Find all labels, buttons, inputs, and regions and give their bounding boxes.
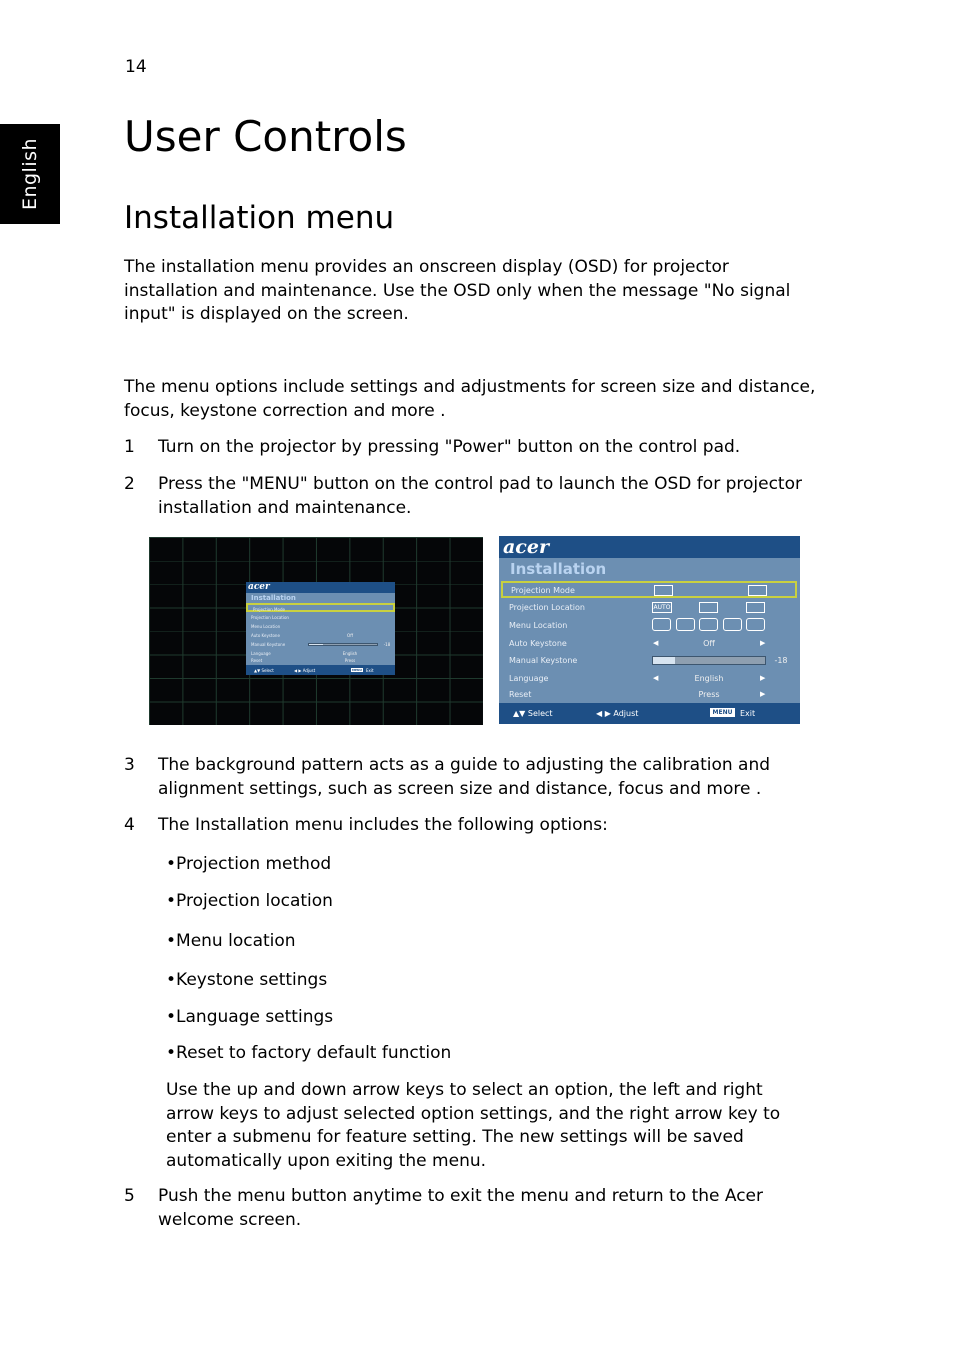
step-number: 5 <box>124 1186 135 1206</box>
osd-header <box>246 582 395 593</box>
menu-location-center-icon[interactable] <box>699 618 718 631</box>
osd-row-projection-location[interactable] <box>499 599 800 616</box>
osd-row-label: Projection Location <box>509 603 585 612</box>
step-number: 2 <box>124 474 135 494</box>
osd-row[interactable] <box>246 613 395 622</box>
projection-ceiling-icon[interactable] <box>746 602 765 613</box>
osd-row-label: Language <box>251 651 271 656</box>
step-text: Turn on the projector by pressing "Power" button on the control pad. <box>158 437 741 457</box>
step-4 <box>124 814 824 838</box>
osd-row-manual-keystone[interactable] <box>499 651 800 669</box>
arrow-left-icon[interactable]: ◀ <box>653 674 659 682</box>
osd-row-label: Menu Location <box>251 624 281 629</box>
step-2 <box>124 473 824 520</box>
section-title: Installation menu <box>124 200 395 236</box>
option-projection-location: •Projection location <box>166 891 333 911</box>
osd-row-label: Manual Keystone <box>509 656 578 665</box>
osd-footer-adjust: ◀ ▶ Adjust <box>294 668 316 673</box>
step-text: The background pattern acts as a guide to adjusting the calibration and alignment settings, such as screen size and distance, focus and more . <box>158 755 771 799</box>
option-language-settings: •Language settings <box>166 1007 334 1027</box>
osd-row-label: Projection Location <box>251 615 289 620</box>
osd-keystone-bar[interactable] <box>308 643 378 646</box>
osd-heading: Installation <box>251 594 296 602</box>
language-tab-label: English <box>19 137 41 211</box>
arrow-right-icon[interactable]: ▶ <box>760 690 766 698</box>
projection-desktop-icon[interactable] <box>699 602 718 613</box>
menu-key-icon: MENU <box>352 668 362 672</box>
osd-footer-select: ▲▼ Select <box>254 668 274 673</box>
menu-location-bottom-right-icon[interactable] <box>746 618 765 631</box>
step-text: Press the "MENU" button on the control pad to launch the OSD for projector installation and maintenance. <box>158 474 802 518</box>
step-text: The Installation menu includes the following options: <box>158 815 608 835</box>
osd-row-value: -18 <box>383 642 391 647</box>
acer-logo: acer <box>503 536 549 558</box>
osd-row-label: Projection Mode <box>511 586 575 595</box>
step-number: 4 <box>124 815 135 835</box>
osd-row[interactable] <box>246 631 395 640</box>
menu-key-icon: MENU <box>710 708 735 717</box>
osd-row-projection-mode[interactable] <box>501 581 797 598</box>
osd-row-value: Off <box>347 633 353 638</box>
language-tab <box>0 124 60 224</box>
step-text: Push the menu button anytime to exit the menu and return to the Acer welcome screen. <box>158 1186 764 1230</box>
osd-row-value: English <box>694 674 724 683</box>
step-3 <box>124 754 824 801</box>
osd-row[interactable] <box>246 657 395 665</box>
osd-footer <box>499 703 800 724</box>
osd-row-label: Manual Keystone <box>251 642 286 647</box>
osd-footer-select: ▲▼ Select <box>513 709 553 718</box>
arrow-left-icon[interactable]: ◀ <box>653 639 659 647</box>
step-number: 1 <box>124 437 135 457</box>
osd-row-label: Reset <box>509 690 532 699</box>
osd-row[interactable] <box>246 603 395 612</box>
osd-keystone-bar[interactable] <box>652 656 766 665</box>
intro-paragraph-1: The installation menu provides an onscreen display (OSD) for projector installation and maintenance. Use the OSD only when the message "No signal input" is displayed on the screen. <box>124 257 791 324</box>
step-number: 3 <box>124 755 135 775</box>
menu-location-top-right-icon[interactable] <box>676 618 695 631</box>
osd-row-auto-keystone[interactable] <box>499 634 800 651</box>
osd-row-language[interactable] <box>499 669 800 686</box>
arrow-right-icon[interactable]: ▶ <box>760 639 766 647</box>
osd-keystone-fill <box>309 644 323 645</box>
option-menu-location: •Menu location <box>166 931 296 951</box>
osd-row-label: Auto Keystone <box>251 633 280 638</box>
osd-row-label: Projection Mode <box>253 607 285 612</box>
osd-footer <box>246 665 395 675</box>
intro-paragraph-2: The menu options include settings and adjustments for screen size and distance, focus, keystone correction and more . <box>124 377 816 421</box>
option-keystone-settings: •Keystone settings <box>166 970 328 990</box>
osd-row-label: Reset <box>251 658 263 663</box>
osd-installation-menu-small <box>246 582 395 675</box>
arrow-right-icon[interactable]: ▶ <box>760 674 766 682</box>
osd-heading: Installation <box>510 560 607 578</box>
osd-row-value: English <box>342 651 358 656</box>
option-projection-method: •Projection method <box>166 854 332 874</box>
menu-location-top-left-icon[interactable] <box>652 618 671 631</box>
osd-header <box>499 536 800 558</box>
osd-row-menu-location[interactable] <box>499 616 800 634</box>
osd-keystone-fill <box>653 657 675 664</box>
option-reset-function: •Reset to factory default function <box>166 1043 452 1063</box>
osd-row-value: Off <box>703 639 715 648</box>
osd-row-label: Menu Location <box>509 621 568 630</box>
osd-row-value: Press <box>698 690 720 699</box>
page-number: 14 <box>125 57 147 77</box>
projection-location-auto-icon[interactable]: AUTO <box>653 604 671 611</box>
osd-row-value: -18 <box>774 656 788 665</box>
osd-row[interactable] <box>246 622 395 631</box>
step-1 <box>124 436 824 460</box>
navigation-note: Use the up and down arrow keys to select an option, the left and right arrow keys to adjust selected option settings, and the right arrow key to enter a submenu for feature setting. The new settings will be saved automatically upon exiting the menu. <box>166 1080 781 1171</box>
osd-row-label: Language <box>509 674 549 683</box>
osd-row-reset[interactable] <box>499 686 800 703</box>
projection-front-icon[interactable] <box>654 585 673 596</box>
osd-row[interactable] <box>246 640 395 649</box>
osd-row-label: Auto Keystone <box>509 639 567 648</box>
osd-footer-adjust: ◀ ▶ Adjust <box>596 709 639 718</box>
osd-installation-menu <box>499 536 800 724</box>
acer-logo: acer <box>248 582 270 592</box>
osd-footer-exit: Exit <box>366 668 374 673</box>
menu-location-bottom-left-icon[interactable] <box>723 618 742 631</box>
osd-row-value: Press <box>344 658 356 663</box>
projection-rear-icon[interactable] <box>748 585 767 596</box>
osd-footer-exit: Exit <box>740 709 756 718</box>
step-5 <box>124 1185 824 1232</box>
page-title: User Controls <box>124 112 407 161</box>
